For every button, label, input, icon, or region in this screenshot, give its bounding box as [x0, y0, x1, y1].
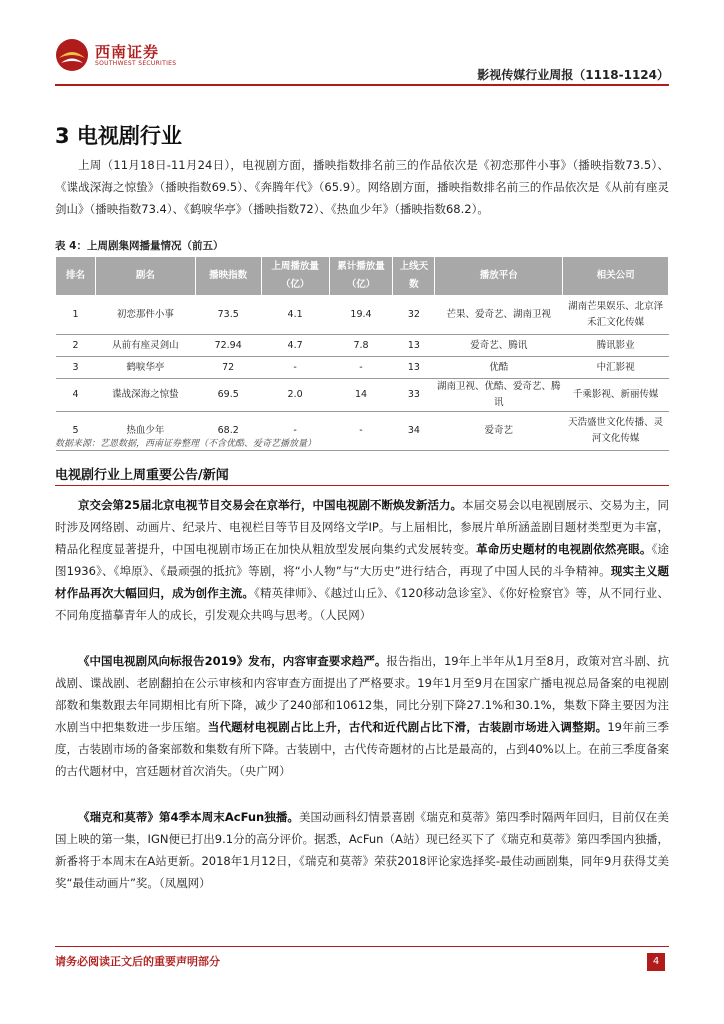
- col-header: 上周播放量（亿）: [261, 257, 329, 296]
- news-paragraph-2: [55, 650, 669, 782]
- cell: 7.8: [329, 335, 393, 357]
- cell: 5: [56, 412, 96, 451]
- cell: 腾讯影业: [563, 335, 669, 357]
- news-paragraph-1: [55, 494, 669, 626]
- cell: 谍战深海之惊蛰: [95, 379, 195, 412]
- cell: 72.94: [195, 335, 261, 357]
- cell: 72: [195, 357, 261, 379]
- table-row: [56, 379, 669, 412]
- cell: 73.5: [195, 296, 261, 335]
- cell: 湖南卫视、优酷、爱奇艺、腾讯: [435, 379, 563, 412]
- logo-name-cn: 西南证券: [95, 42, 160, 61]
- intro-paragraph: [55, 154, 669, 220]
- cell: 34: [393, 412, 435, 451]
- footer-divider: [55, 946, 669, 947]
- news-text: 本届交易会以电视剧展示、交易为主，同时涉及网络剧、动画片、纪录片、电视栏目等节目及网络文学IP。与上届相比，参展片单所涵盖剧目题材类型更为丰富，精品化程度显著提升，中国电视剧市场正在加快从粗放型发展向集约式发展转变。: [55, 498, 669, 556]
- page-header: [55, 38, 669, 90]
- page-number: 4: [647, 953, 665, 971]
- cell: 爱奇艺: [435, 412, 563, 451]
- cell: 69.5: [195, 379, 261, 412]
- news-text: 《途图1936》、《埠原》、《最顽强的抵抗》等剧，将“小人物”与“大历史”进行结合，再现了中国人民的斗争精神。: [55, 542, 670, 578]
- intro-text: 上周（11月18日-11月24日），电视剧方面，播映指数排名前三的作品依次是《初恋那件小事》（播映指数73.5）、《谍战深海之惊蛰》（播映指数69.5）、《奔腾年代》（65.9）。网络剧方面，播映指数排名前三的作品依次是《从前有座灵剑山》（播映指数73.4）、《鹤唳华亭》（播映指数72）、《热血少年》（播映指数68.2）。: [55, 158, 669, 216]
- logo-name-en: SOUTHWEST SECURITIES: [95, 59, 177, 67]
- cell: 湖南芒果娱乐、北京泽禾汇文化传媒: [563, 296, 669, 335]
- cell: -: [261, 412, 329, 451]
- section-title: 3 电视剧行业: [55, 124, 182, 148]
- col-header: 排名: [56, 257, 96, 296]
- report-title: 影视传媒行业周报（1118-1124）: [477, 68, 669, 82]
- cell: -: [329, 357, 393, 379]
- cell: 鹤唳华亭: [95, 357, 195, 379]
- cell: 4.7: [261, 335, 329, 357]
- cell: 19.4: [329, 296, 393, 335]
- cell: 68.2: [195, 412, 261, 451]
- cell: 热血少年: [95, 412, 195, 451]
- header-divider: [55, 84, 669, 86]
- col-header: 上线天数: [393, 257, 435, 296]
- table-caption: 表 4：上周剧集网播量情况（前五）: [55, 240, 224, 252]
- cell: 2: [56, 335, 96, 357]
- news-highlight: 革命历史题材的电视剧依然亮眼。: [476, 542, 652, 556]
- table-header-row: [56, 257, 669, 296]
- news-heading-divider: [55, 485, 669, 486]
- cell: 2.0: [261, 379, 329, 412]
- news-highlight: 《瑞克和莫蒂》第4季本周末AcFun独播。: [78, 810, 299, 824]
- col-header: 播映指数: [195, 257, 261, 296]
- news-text: 《精英律师》、《越过山丘》、《120移动急诊室》、《你好检察官》等，从不同行业、不同角度描摹青年人的成长，引发观众共鸣与思考。（人民网）: [55, 586, 669, 622]
- cell: 中汇影视: [563, 357, 669, 379]
- cell: 爱奇艺、腾讯: [435, 335, 563, 357]
- cell: 32: [393, 296, 435, 335]
- cell: 从前有座灵剑山: [95, 335, 195, 357]
- cell: -: [329, 412, 393, 451]
- cell: 芒果、爱奇艺、湖南卫视: [435, 296, 563, 335]
- cell: -: [261, 357, 329, 379]
- news-highlight: 当代题材电视剧占比上升，古代和近代剧占比下滑，古装剧市场进入调整期。: [207, 720, 608, 734]
- news-paragraph-3: [55, 806, 669, 894]
- table-row: [56, 335, 669, 357]
- news-text: 19年前三季度，古装剧市场的备案部数和集数有所下降。古装剧中，古代传奇题材的占比是最高的，占到40%以上。在前三季度备案的古代题材中，宫廷题材首次消失。（央广网）: [55, 720, 670, 778]
- cell: 初恋那件小事: [95, 296, 195, 335]
- col-header: 相关公司: [563, 257, 669, 296]
- cell: 天浩盛世文化传播、灵河文化传媒: [563, 412, 669, 451]
- company-logo: [55, 38, 176, 72]
- logo-icon: [55, 38, 89, 72]
- cell: 4.1: [261, 296, 329, 335]
- table-source: 数据来源：艺恩数据，西南证券整理（不含优酷、爱奇艺播放量）: [55, 439, 317, 449]
- cell: 1: [56, 296, 96, 335]
- table-row: [56, 296, 669, 335]
- col-header: 剧名: [95, 257, 195, 296]
- col-header: 播放平台: [435, 257, 563, 296]
- cell: 14: [329, 379, 393, 412]
- news-text: 美国动画科幻情景喜剧《瑞克和莫蒂》第四季时隔两年回归，目前仅在美国上映的第一集，IGN便已打出9.1分的高分评价。据悉，AcFun（A站）现已经买下了《瑞克和莫蒂》第四季国内独播，新番将于本周末在A站更新。2018年1月12日，《瑞克和莫蒂》荣获2018评论家选择奖-最佳动画剧集，同年9月获得艾美奖“最佳动画片”奖。（凤凰网）: [55, 810, 669, 890]
- table-row: [56, 357, 669, 379]
- news-text: 报告指出，19年上半年从1月至8月，政策对宫斗剧、抗战剧、谍战剧、老剧翻拍在公示审核和内容审查方面提出了严格要求。19年1月至9月在国家广播电视总局备案的电视剧部数和集数跟去年同期相比有所下降，减少了240部和10612集，同比分别下降27.1%和30.1%，集数下降主要因为注水剧当中把集数进一步压缩。: [55, 654, 669, 734]
- cell: 13: [393, 357, 435, 379]
- drama-ranking-table: [55, 256, 669, 451]
- cell: 4: [56, 379, 96, 412]
- news-heading: 电视剧行业上周重要公告/新闻: [55, 468, 229, 483]
- footer-notice: 请务必阅读正文后的重要声明部分: [55, 955, 220, 968]
- news-highlight: 《中国电视剧风向标报告2019》发布，内容审查要求趋严。: [78, 654, 387, 668]
- cell: 13: [393, 335, 435, 357]
- news-highlight: 现实主义题材作品再次大幅回归，成为创作主流。: [55, 564, 670, 600]
- col-header: 累计播放量（亿）: [329, 257, 393, 296]
- cell: 3: [56, 357, 96, 379]
- cell: 33: [393, 379, 435, 412]
- news-highlight: 京交会第25届北京电视节目交易会在京举行，中国电视剧不断焕发新活力。: [78, 498, 462, 512]
- cell: 优酷: [435, 357, 563, 379]
- cell: 千乘影视、新丽传媒: [563, 379, 669, 412]
